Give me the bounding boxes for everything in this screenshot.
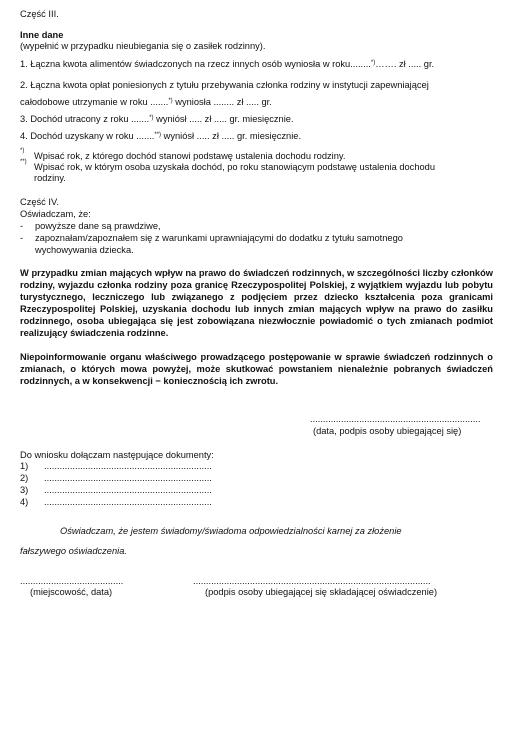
part3-item3: 3. Dochód utracony z roku .......*) wyniósł ..... zł ..... gr. miesięcznie. [20,114,294,124]
place-date-dots: ........................................ [20,576,124,586]
attachment-item[interactable]: 4) ................................................................. [20,497,212,507]
declarant-signature-label: (podpis osoby ubiegającej się składającej oświadczenie) [205,587,438,597]
footnote2-text-line1: Wpisać rok, w którym osoba uzyskała dochód, po roku stanowiącym podstawę ustalenia dochodu [34,162,436,172]
part4-bullet2-line1: zapoznałam/zapoznałem się z warunkami uprawniającymi do dodatku z tytułu samotnego [35,233,403,243]
attachment-item[interactable]: 3) ................................................................. [20,485,212,495]
attachments-intro: Do wniosku dołączam następujące dokumenty: [20,450,214,460]
signature-label: (data, podpis osoby ubiegającej się) [313,426,462,436]
part4-declare: Oświadczam, że: [20,209,91,219]
place-date-label: (miejscowość, data) [30,587,113,597]
statement-line2: fałszywego oświadczenia. [20,546,127,556]
signature-dots: .................................................................. [310,414,481,424]
bullet-mark-2: - [20,233,24,243]
part3-title: Inne dane [20,30,64,40]
part3-item1: 1. Łączna kwota alimentów świadczonych na rzecz innych osób wyniosła w roku........*)……. zł ..... gr. [20,59,435,69]
footnote2-text-line2: rodziny. [34,173,66,183]
declarant-signature-dots: ............................................................................................ [193,576,431,586]
part4-bullet2-line2: wychowywania dziecka. [35,245,134,255]
part3-item2-line1: 2. Łączna kwota opłat poniesionych z tytułu przebywania członka rodziny w instytucji zapewniającej [20,80,429,90]
footnote1-text: Wpisać rok, z którego dochód stanowi podstawę ustalenia dochodu rodziny. [34,151,346,161]
part3-item4: 4. Dochód uzyskany w roku .......**) wyniósł ..... zł ..... gr. miesięcznie. [20,131,302,141]
attachment-item[interactable]: 2) ................................................................. [20,473,212,483]
part3-item2-line2: całodobowe utrzymanie w roku .......*) wyniosła ........ zł ..... gr. [20,97,272,107]
statement-line1: Oświadczam, że jestem świadomy/świadoma odpowiedzialności karnej za złożenie [60,526,402,536]
part3-subtitle: (wypełnić w przypadku nieubiegania się o zasiłek rodzinny). [20,41,266,51]
part4-notice-1: W przypadku zmian mających wpływ na prawo do świadczeń rodzinnych, w szczególności liczby członków rodziny, wyjazdu członka rodziny poza granicę Rzeczypospolitej Polskiej, z wyjątkiem wyjazdu lub pobytu turystycznego, leczniczego lub związanego z podjęciem przez dziecko kształcenia poza granicami Rzeczypospolitej Polskiej, uzyskania dochodu lub innych zmian mających wpływ na prawo do zasiłku rodzinnego, osoba ubiegająca się jest zobowiązana niezwłocznie powiadomić o tych zmianach podmiot realizujący świadczenia rodzinne. [20,268,493,338]
part4-bullet1: powyższe dane są prawdziwe, [35,221,161,231]
footnote2-mark: **) [20,159,27,165]
attachment-item[interactable]: 1) ................................................................. [20,461,212,471]
bullet-mark-1: - [20,221,24,231]
part4-notice-2: Niepoinformowanie organu właściwego prowadzącego postępowanie w sprawie świadczeń rodzinnych o zmianach, o których mowa powyżej, może skutkować powstaniem nienależnie pobranych świadczeń rodzinnych, a w konsekwencji − koniecznością ich zwrotu. [20,352,493,386]
part3-heading: Część III. [20,9,59,19]
footnote1-mark: *) [20,148,25,154]
part4-heading: Część IV. [20,197,59,207]
